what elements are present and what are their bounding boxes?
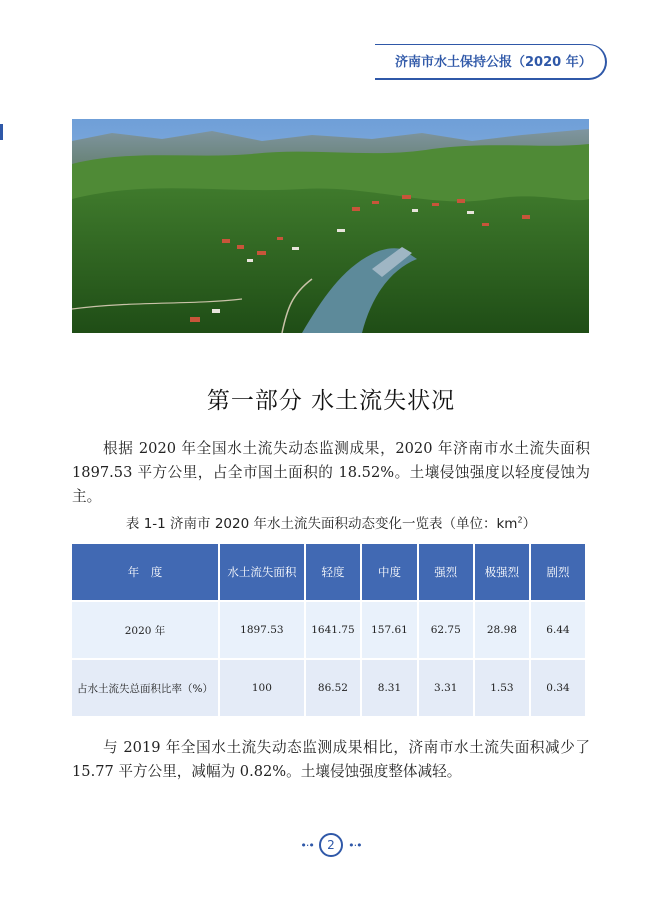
table-cell: 1641.75 xyxy=(306,602,361,660)
side-marker xyxy=(0,124,3,140)
table-header-cell: 强烈 xyxy=(419,544,473,602)
table-cell: 2020 年 xyxy=(72,602,218,660)
table-caption-end: ） xyxy=(522,516,537,532)
paragraph-summary: 根据 2020 年全国水土流失动态监测成果，2020 年济南市水土流失面积 1897.53 平方公里，占全市国土面积的 18.52%。土壤侵蚀强度以轻度侵蚀为主。 xyxy=(72,440,590,505)
table-caption-sup: 2 xyxy=(517,515,523,525)
paragraph-comparison: 与 2019 年全国水土流失动态监测成果相比，济南市水土流失面积减少了 15.77 平方公里，减幅为 0.82%。土壤侵蚀强度整体减轻。 xyxy=(72,739,590,780)
table-cell: 6.44 xyxy=(531,602,585,660)
table-row xyxy=(72,602,585,660)
landscape-photo xyxy=(72,119,589,333)
table-header-cell: 年 度 xyxy=(72,544,218,602)
table-header-cell: 中度 xyxy=(362,544,416,602)
table-cell: 1.53 xyxy=(475,660,529,718)
table-cell: 100 xyxy=(220,660,304,718)
table-cell: 1897.53 xyxy=(220,602,304,660)
table-cell: 28.98 xyxy=(475,602,529,660)
table-header-cell: 极强烈 xyxy=(475,544,529,602)
table-cell: 3.31 xyxy=(419,660,473,718)
table-cell: 0.34 xyxy=(531,660,585,718)
table-cell: 占水土流失总面积比率（%） xyxy=(72,660,218,718)
table-cell: 157.61 xyxy=(362,602,416,660)
dots-left-icon: •·• xyxy=(300,838,314,852)
erosion-table xyxy=(70,544,587,718)
page-number: 2 xyxy=(319,833,343,857)
table-header-cell: 水土流失面积 xyxy=(220,544,304,602)
table-cell: 62.75 xyxy=(419,602,473,660)
table-row xyxy=(72,660,585,718)
table-cell: 86.52 xyxy=(306,660,361,718)
table-caption-text: 表 1-1 济南市 2020 年水土流失面积动态变化一览表（单位：km xyxy=(125,516,518,532)
table-caption xyxy=(0,512,662,532)
table-header-cell: 剧烈 xyxy=(531,544,585,602)
table-header-cell: 轻度 xyxy=(306,544,361,602)
page-footer xyxy=(0,833,662,855)
report-header-title: 济南市水土保持公报（2020 年） xyxy=(395,55,592,70)
section-title: 第一部分 水土流失状况 xyxy=(206,388,456,414)
table-header-row xyxy=(72,544,585,602)
table-cell: 8.31 xyxy=(362,660,416,718)
dots-right-icon: •·• xyxy=(348,838,362,852)
